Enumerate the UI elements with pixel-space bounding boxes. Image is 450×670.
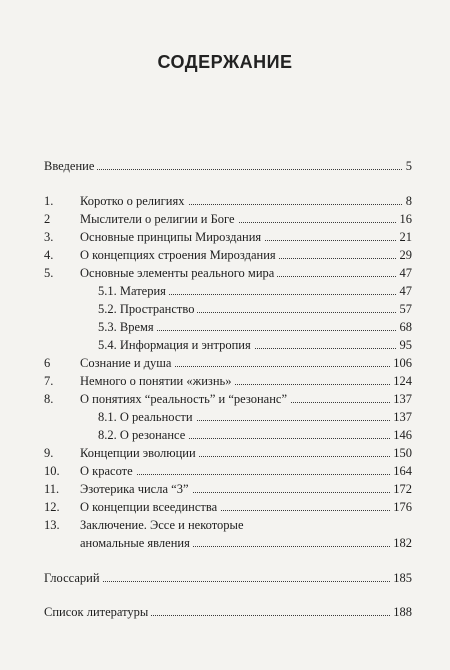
- toc-entry-title: Основные принципы Мироздания: [80, 229, 264, 245]
- toc-entry-number: 1.: [44, 194, 54, 208]
- toc-entry-page: 29: [397, 247, 413, 263]
- toc-entry-page: 21: [397, 229, 413, 245]
- toc-entry-section-8-1[interactable]: [0, 409, 450, 425]
- toc-entry-number: 8.: [44, 392, 54, 406]
- page-title: СОДЕРЖАНИЕ: [157, 52, 293, 72]
- toc-entry-chapter-1[interactable]: [0, 193, 450, 209]
- toc-entry-section-5-2[interactable]: [0, 301, 450, 317]
- toc-entry-chapter-5[interactable]: [0, 265, 450, 281]
- toc-entry-title: аномальные явления: [80, 535, 193, 551]
- toc-entry-number: 6: [44, 356, 51, 370]
- toc-entry-title: 5.2. Пространство: [98, 301, 197, 317]
- toc-entry-title: О красоте: [80, 463, 136, 479]
- toc-entry-title: Сознание и душа: [80, 355, 174, 371]
- toc-entry-chapter-6[interactable]: [0, 355, 450, 371]
- toc-entry-page: 164: [390, 463, 412, 479]
- toc-entry-title: О концепции всеединства: [80, 499, 220, 515]
- toc-entry-page: 150: [390, 445, 412, 461]
- toc-entry-section-5-1[interactable]: [0, 283, 450, 299]
- toc-leader-dots: [44, 169, 408, 170]
- toc-entry-chapter-10[interactable]: [0, 463, 450, 479]
- toc-entry-title: 5.4. Информация и энтропия: [98, 337, 254, 353]
- toc-entry-chapter-8[interactable]: [0, 391, 450, 407]
- toc-entry-title: 5.3. Время: [98, 319, 157, 335]
- toc-entry-number: 13.: [44, 518, 60, 532]
- toc-entry-number: 3.: [44, 230, 54, 244]
- toc-entry-number: 5.: [44, 266, 54, 280]
- toc-entry-section-5-4[interactable]: [0, 337, 450, 353]
- toc-entry-glossary[interactable]: [0, 570, 450, 586]
- toc-entry-page: 95: [397, 337, 413, 353]
- toc-entry-page: 8: [403, 193, 412, 209]
- toc-entry-page: 106: [390, 355, 412, 371]
- toc-entry-title: Мыслители о религии и Боге: [80, 211, 238, 227]
- toc-entry-page: 146: [390, 427, 412, 443]
- toc-entry-intro[interactable]: [0, 158, 450, 174]
- toc-entry-page: 68: [397, 319, 413, 335]
- toc-entry-title: Заключение. Эссе и некоторые: [80, 517, 247, 533]
- toc-entry-chapter-13[interactable]: [0, 517, 450, 533]
- toc-entry-number: 12.: [44, 500, 60, 514]
- toc-entry-title: Коротко о религиях: [80, 193, 188, 209]
- toc-entry-page: 5: [403, 158, 412, 174]
- toc-entry-number: 10.: [44, 464, 60, 478]
- toc-entry-number: 7.: [44, 374, 54, 388]
- toc-entry-title: 5.1. Материя: [98, 283, 169, 299]
- toc-entry-chapter-12[interactable]: [0, 499, 450, 515]
- toc-entry-page: 176: [390, 499, 412, 515]
- toc-entry-chapter-11[interactable]: [0, 481, 450, 497]
- toc-entry-number: 2: [44, 212, 51, 226]
- toc-entry-section-5-3[interactable]: [0, 319, 450, 335]
- toc-entry-title: 8.1. О реальности: [98, 409, 196, 425]
- toc-entry-page: 188: [390, 604, 412, 620]
- toc-entry-page: 124: [390, 373, 412, 389]
- toc-entry-page: 182: [390, 535, 412, 551]
- toc-entry-page: 185: [390, 570, 412, 586]
- toc-entry-title: Основные элементы реального мира: [80, 265, 277, 281]
- toc-entry-page: 47: [397, 265, 413, 281]
- toc-entry-chapter-13-cont[interactable]: [0, 535, 450, 551]
- toc-entry-chapter-2[interactable]: [0, 211, 450, 227]
- toc-entry-page: 16: [397, 211, 413, 227]
- toc-entry-title: Немного о понятии «жизнь»: [80, 373, 235, 389]
- toc-entry-chapter-3[interactable]: [0, 229, 450, 245]
- toc-entry-title: Список литературы: [44, 604, 151, 620]
- toc-entry-title: О понятиях “реальность” и “резонанс”: [80, 391, 290, 407]
- toc-entry-page: 47: [397, 283, 413, 299]
- toc-entry-page: 172: [390, 481, 412, 497]
- toc-entry-title: О концепциях строения Мироздания: [80, 247, 279, 263]
- toc-entry-title: Глоссарий: [44, 570, 103, 586]
- toc-entry-section-8-2[interactable]: [0, 427, 450, 443]
- toc-entry-page: 137: [390, 409, 412, 425]
- toc-entry-bibliography[interactable]: [0, 604, 450, 620]
- toc-entry-number: 9.: [44, 446, 54, 460]
- toc-entry-page: 57: [397, 301, 413, 317]
- toc-entry-title: 8.2. О резонансе: [98, 427, 188, 443]
- toc-entry-title: Концепции эволюции: [80, 445, 199, 461]
- toc-entry-page: 137: [390, 391, 412, 407]
- toc-entry-title: Эзотерика числа “3”: [80, 481, 192, 497]
- toc-entry-chapter-9[interactable]: [0, 445, 450, 461]
- toc-entry-number: 4.: [44, 248, 54, 262]
- toc-entry-title: Введение: [44, 158, 97, 174]
- toc-entry-chapter-7[interactable]: [0, 373, 450, 389]
- toc-entry-number: 11.: [44, 482, 60, 496]
- toc-entry-chapter-4[interactable]: [0, 247, 450, 263]
